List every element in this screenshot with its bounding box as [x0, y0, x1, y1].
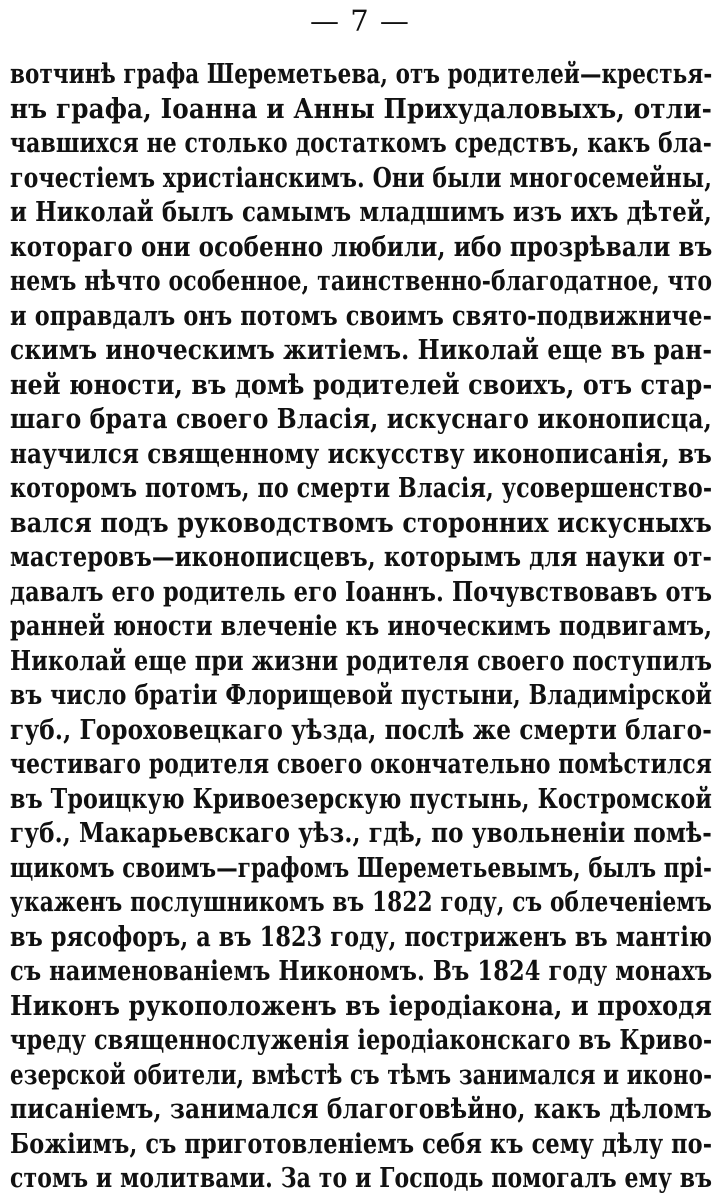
text-line: котораго они особенно любили, ибо прозрѣвали въ [10, 231, 712, 263]
text-line: научился священному искусству иконописанія, въ [10, 438, 712, 470]
page-number: — 7 — [310, 4, 410, 38]
text-line: въ Троицкую Кривоезерскую пустынь, Костромской [10, 783, 712, 815]
text-line: вотчинѣ графа Шереметьева, отъ родителей—крестья- [10, 59, 712, 90]
text-line: гочестіемъ христіанскимъ. Они были многосемейны, [10, 162, 712, 194]
text-line: съ наименованіемъ Никономъ. Въ 1824 году монахъ [10, 956, 712, 987]
text-line: скимъ иноческимъ житіемъ. Николай еще въ ран- [10, 335, 712, 366]
text-line: чреду священнослуженія іеродіаконскаго въ Криво- [10, 1025, 712, 1056]
text-line: Никонъ рукоположенъ въ іеродіакона, и проходя [10, 990, 712, 1022]
text-line: ранней юности влеченіе къ иноческимъ подвигамъ, [10, 611, 712, 642]
body-text [10, 58, 712, 1197]
text-line: и Николай былъ самымъ младшимъ изъ ихъ дѣтей, [10, 197, 712, 228]
text-line: езерской обители, вмѣстѣ съ тѣмъ занимался и иконо- [10, 1059, 712, 1091]
text-line: Николай еще при жизни родителя своего поступилъ [10, 645, 712, 677]
text-line: шаго брата своего Власія, искуснаго иконописца, [10, 404, 712, 435]
text-line: щикомъ своимъ—графомъ Шереметьевымъ, былъ прі- [10, 852, 712, 884]
text-line: писаніемъ, занимался благоговѣйно, какъ дѣломъ [10, 1094, 712, 1125]
text-line: ней юности, въ домѣ родителей своихъ, отъ стар- [10, 369, 712, 401]
text-line: Божіимъ, съ приготовленіемъ себя къ сему дѣлу по- [10, 1128, 712, 1160]
text-line: въ рясофоръ, а въ 1823 году, постриженъ въ мантію [10, 921, 712, 953]
text-line: и оправдалъ онъ потомъ своимъ свято-подвижниче- [10, 300, 712, 332]
text-line: губ., Макарьевскаго уѣз., гдѣ, по увольненіи помѣ- [10, 818, 712, 849]
text-line: которомъ потомъ, по смерти Власія, усовершенство- [10, 473, 712, 504]
text-line: нъ графа, Іоанна и Анны Прихудаловыхъ, отли- [10, 93, 712, 125]
text-line: вался подъ руководствомъ сторонних искусныхъ [10, 507, 712, 539]
text-line: укаженъ послушникомъ въ 1822 году, съ облеченіемъ [10, 887, 712, 918]
text-line: губ., Гороховецкаго уѣзда, послѣ же смерти благо- [10, 714, 712, 746]
text-line: немъ нѣчто особенное, таинственно-благодатное, что [10, 266, 712, 297]
text-line: въ число братіи Флорищевой пустыни, Владимірской [10, 680, 712, 711]
text-line: давалъ его родитель его Іоаннъ. Почувствовавъ отъ [10, 576, 712, 608]
text-line: честиваго родителя своего окончательно помѣстился [10, 749, 712, 780]
text-line: стомъ и молитвами. За то и Господь помогалъ ему въ [10, 1163, 712, 1194]
text-line: чавшихся не столько достаткомъ средствъ, какъ бла- [10, 128, 712, 159]
text-line: мастеровъ—иконописцевъ, которымъ для науки от- [10, 542, 712, 573]
